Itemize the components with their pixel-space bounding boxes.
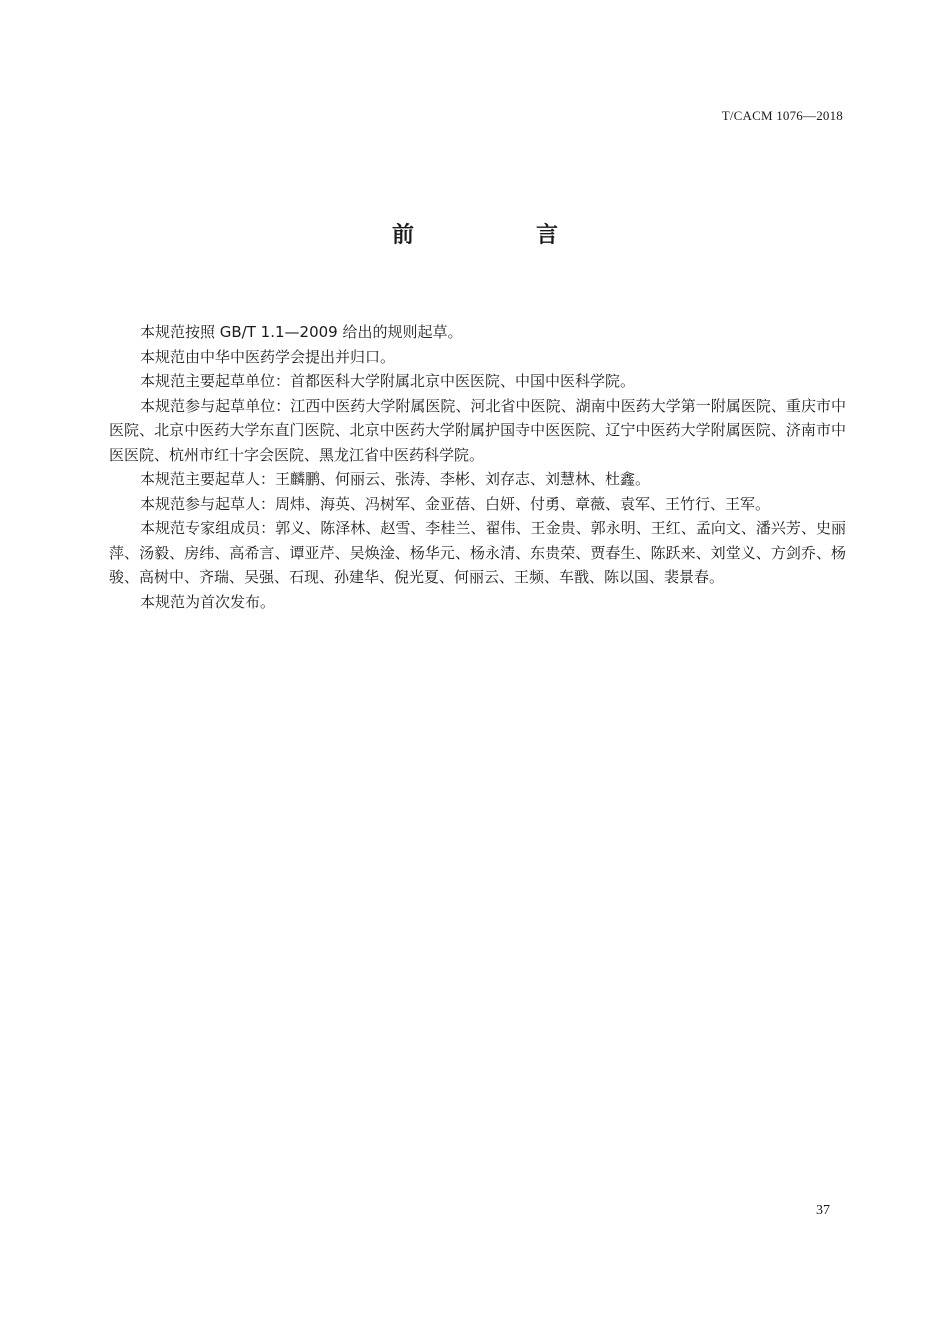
paragraph-participating-units: 本规范参与起草单位：江西中医药大学附属医院、河北省中医院、湖南中医药大学第一附属医院、重庆市中医院、北京中医药大学东直门医院、北京中医药大学附属护国寺中医医院、辽宁中医药大学附属医院、济南市中医医院、杭州市红十字会医院、黑龙江省中医药科学院。 (109, 396, 846, 464)
paragraph-participating-drafters: 本规范参与起草人：周炜、海英、冯树军、金亚蓓、白妍、付勇、章薇、袁军、王竹行、王军。 (140, 494, 771, 513)
page-number: 37 (816, 1203, 830, 1218)
foreword-body (109, 320, 846, 614)
paragraph-main-drafters: 本规范主要起草人：王麟鹏、何丽云、张涛、李彬、刘存志、刘慧林、杜鑫。 (140, 470, 651, 488)
page-title: 前 言 (391, 223, 608, 248)
paragraph-main-units: 本规范主要起草单位：首都医科大学附属北京中医医院、中国中医科学院。 (140, 372, 636, 390)
paragraph-drafting-rules: 本规范按照 GB/T 1.1—2009 给出的规则起草。 (140, 323, 463, 341)
document-code: T/CACM 1076—2018 (721, 108, 843, 123)
paragraph-expert-group: 本规范专家组成员：郭义、陈泽林、赵雪、李桂兰、翟伟、王金贵、郭永明、王红、孟向文、潘兴芳、史丽萍、汤毅、房纬、高希言、谭亚芹、吴焕淦、杨华元、杨永清、东贵荣、贾春生、陈跃来、刘堂义、方剑乔、杨骏、高树中、齐瑞、吴强、石现、孙建华、倪光夏、何丽云、王频、车戬、陈以国、裴景春。 (109, 519, 846, 586)
paragraph-first-release: 本规范为首次发布。 (140, 592, 276, 611)
paragraph-proposer: 本规范由中华中医药学会提出并归口。 (140, 347, 396, 366)
